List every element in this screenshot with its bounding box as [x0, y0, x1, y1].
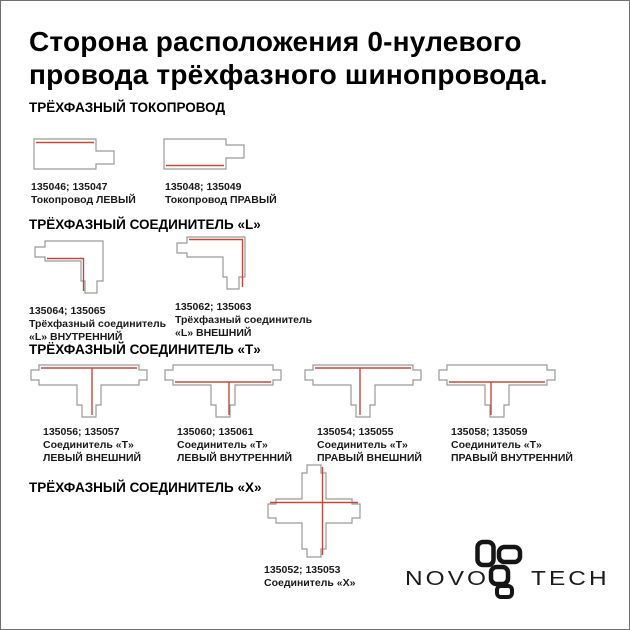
- figure-row: [29, 135, 281, 207]
- track-left-diagram: [33, 135, 117, 175]
- item-label: [165, 181, 281, 207]
- page-title: [29, 25, 548, 91]
- item-code: 135054; 135055: [317, 426, 394, 438]
- item-name: Соединитель «Х»: [264, 577, 356, 589]
- section-t-connectors: [29, 342, 577, 465]
- item-name: Соединитель «Т»: [43, 439, 134, 451]
- page-title-line2: провода трёхфазного шинопровода.: [29, 59, 548, 90]
- l-inner-diagram: [33, 239, 109, 297]
- item-name: Трёхфазный соединитель: [29, 318, 167, 330]
- figure-row: [29, 361, 577, 465]
- section-header: ТРЁХФАЗНЫЙ СОЕДИНИТЕЛЬ «L»: [29, 217, 261, 232]
- item-code: 135048; 135049: [165, 181, 242, 193]
- novotech-logo: [405, 531, 627, 626]
- item-code: 135056; 135057: [43, 426, 120, 438]
- catalog-item-x: [266, 463, 362, 564]
- novotech-pinwheel-icon: [473, 533, 525, 601]
- item-name2: ПРАВЫЙ ВНЕШНИЙ: [317, 452, 422, 464]
- catalog-item-l-outer: [175, 239, 321, 340]
- item-label: [29, 305, 175, 344]
- l-outer-diagram: [175, 235, 251, 293]
- catalog-item-t-left-inner: [163, 361, 303, 465]
- section-track-feed: [29, 100, 281, 207]
- catalog-item-t-right-outer: [303, 361, 437, 465]
- item-label: [264, 564, 355, 590]
- section-header: ТРЁХФАЗНЫЙ ТОКОПРОВОД: [29, 100, 226, 115]
- item-name2: ПРАВЫЙ ВНУТРЕННИЙ: [451, 452, 573, 464]
- item-code: 135064; 135065: [29, 305, 106, 317]
- item-name: Токопровод ПРАВЫЙ: [165, 194, 277, 206]
- item-label: [163, 426, 303, 465]
- t-right-inner-diagram: [437, 361, 557, 419]
- item-name: Соединитель «Т»: [317, 439, 408, 451]
- x-connector-diagram: [266, 463, 362, 559]
- item-code: 135060; 135061: [177, 426, 254, 438]
- logo-text-tech: TECH: [531, 568, 610, 590]
- figure-row: [29, 239, 321, 344]
- item-label: [437, 426, 577, 465]
- item-name: Трёхфазный соединитель: [175, 314, 313, 326]
- item-name2: «L» ВНЕШНИЙ: [175, 327, 252, 339]
- item-code: 135062; 135063: [175, 301, 252, 313]
- catalog-item-track-left: [29, 135, 155, 207]
- section-header: ТРЁХФАЗНЫЙ СОЕДИНИТЕЛЬ «Т»: [29, 342, 261, 357]
- page-title-line1: Сторона расположения 0-нулевого: [29, 26, 522, 57]
- logo-text-novo: NOVO: [405, 568, 490, 590]
- catalog-item-l-inner: [29, 239, 175, 344]
- item-label: [29, 426, 163, 465]
- item-label: [31, 181, 155, 207]
- track-right-diagram: [163, 135, 247, 175]
- item-name: Соединитель «Т»: [451, 439, 542, 451]
- section-l-connectors: [29, 217, 321, 344]
- item-name2: ЛЕВЫЙ ВНЕШНИЙ: [43, 452, 142, 464]
- item-label: [303, 426, 437, 465]
- catalog-item-track-right: [155, 135, 281, 207]
- item-label: [175, 301, 321, 340]
- catalog-item-t-right-inner: [437, 361, 577, 465]
- t-left-inner-diagram: [163, 361, 283, 419]
- item-name: Соединитель «Т»: [177, 439, 268, 451]
- t-left-outer-diagram: [29, 361, 149, 419]
- t-right-outer-diagram: [303, 361, 423, 419]
- item-code: 135046; 135047: [31, 181, 108, 193]
- item-code: 135058; 135059: [451, 426, 528, 438]
- section-header: ТРЁХФАЗНЫЙ СОЕДИНИТЕЛЬ «Х»: [29, 480, 262, 495]
- catalog-item-t-left-outer: [29, 361, 163, 465]
- item-name: Токопровод ЛЕВЫЙ: [31, 194, 136, 206]
- item-name2: ЛЕВЫЙ ВНУТРЕННИЙ: [177, 452, 293, 464]
- item-name2: «L» ВНУТРЕННИЙ: [29, 331, 123, 343]
- item-code: 135052; 135053: [264, 564, 341, 576]
